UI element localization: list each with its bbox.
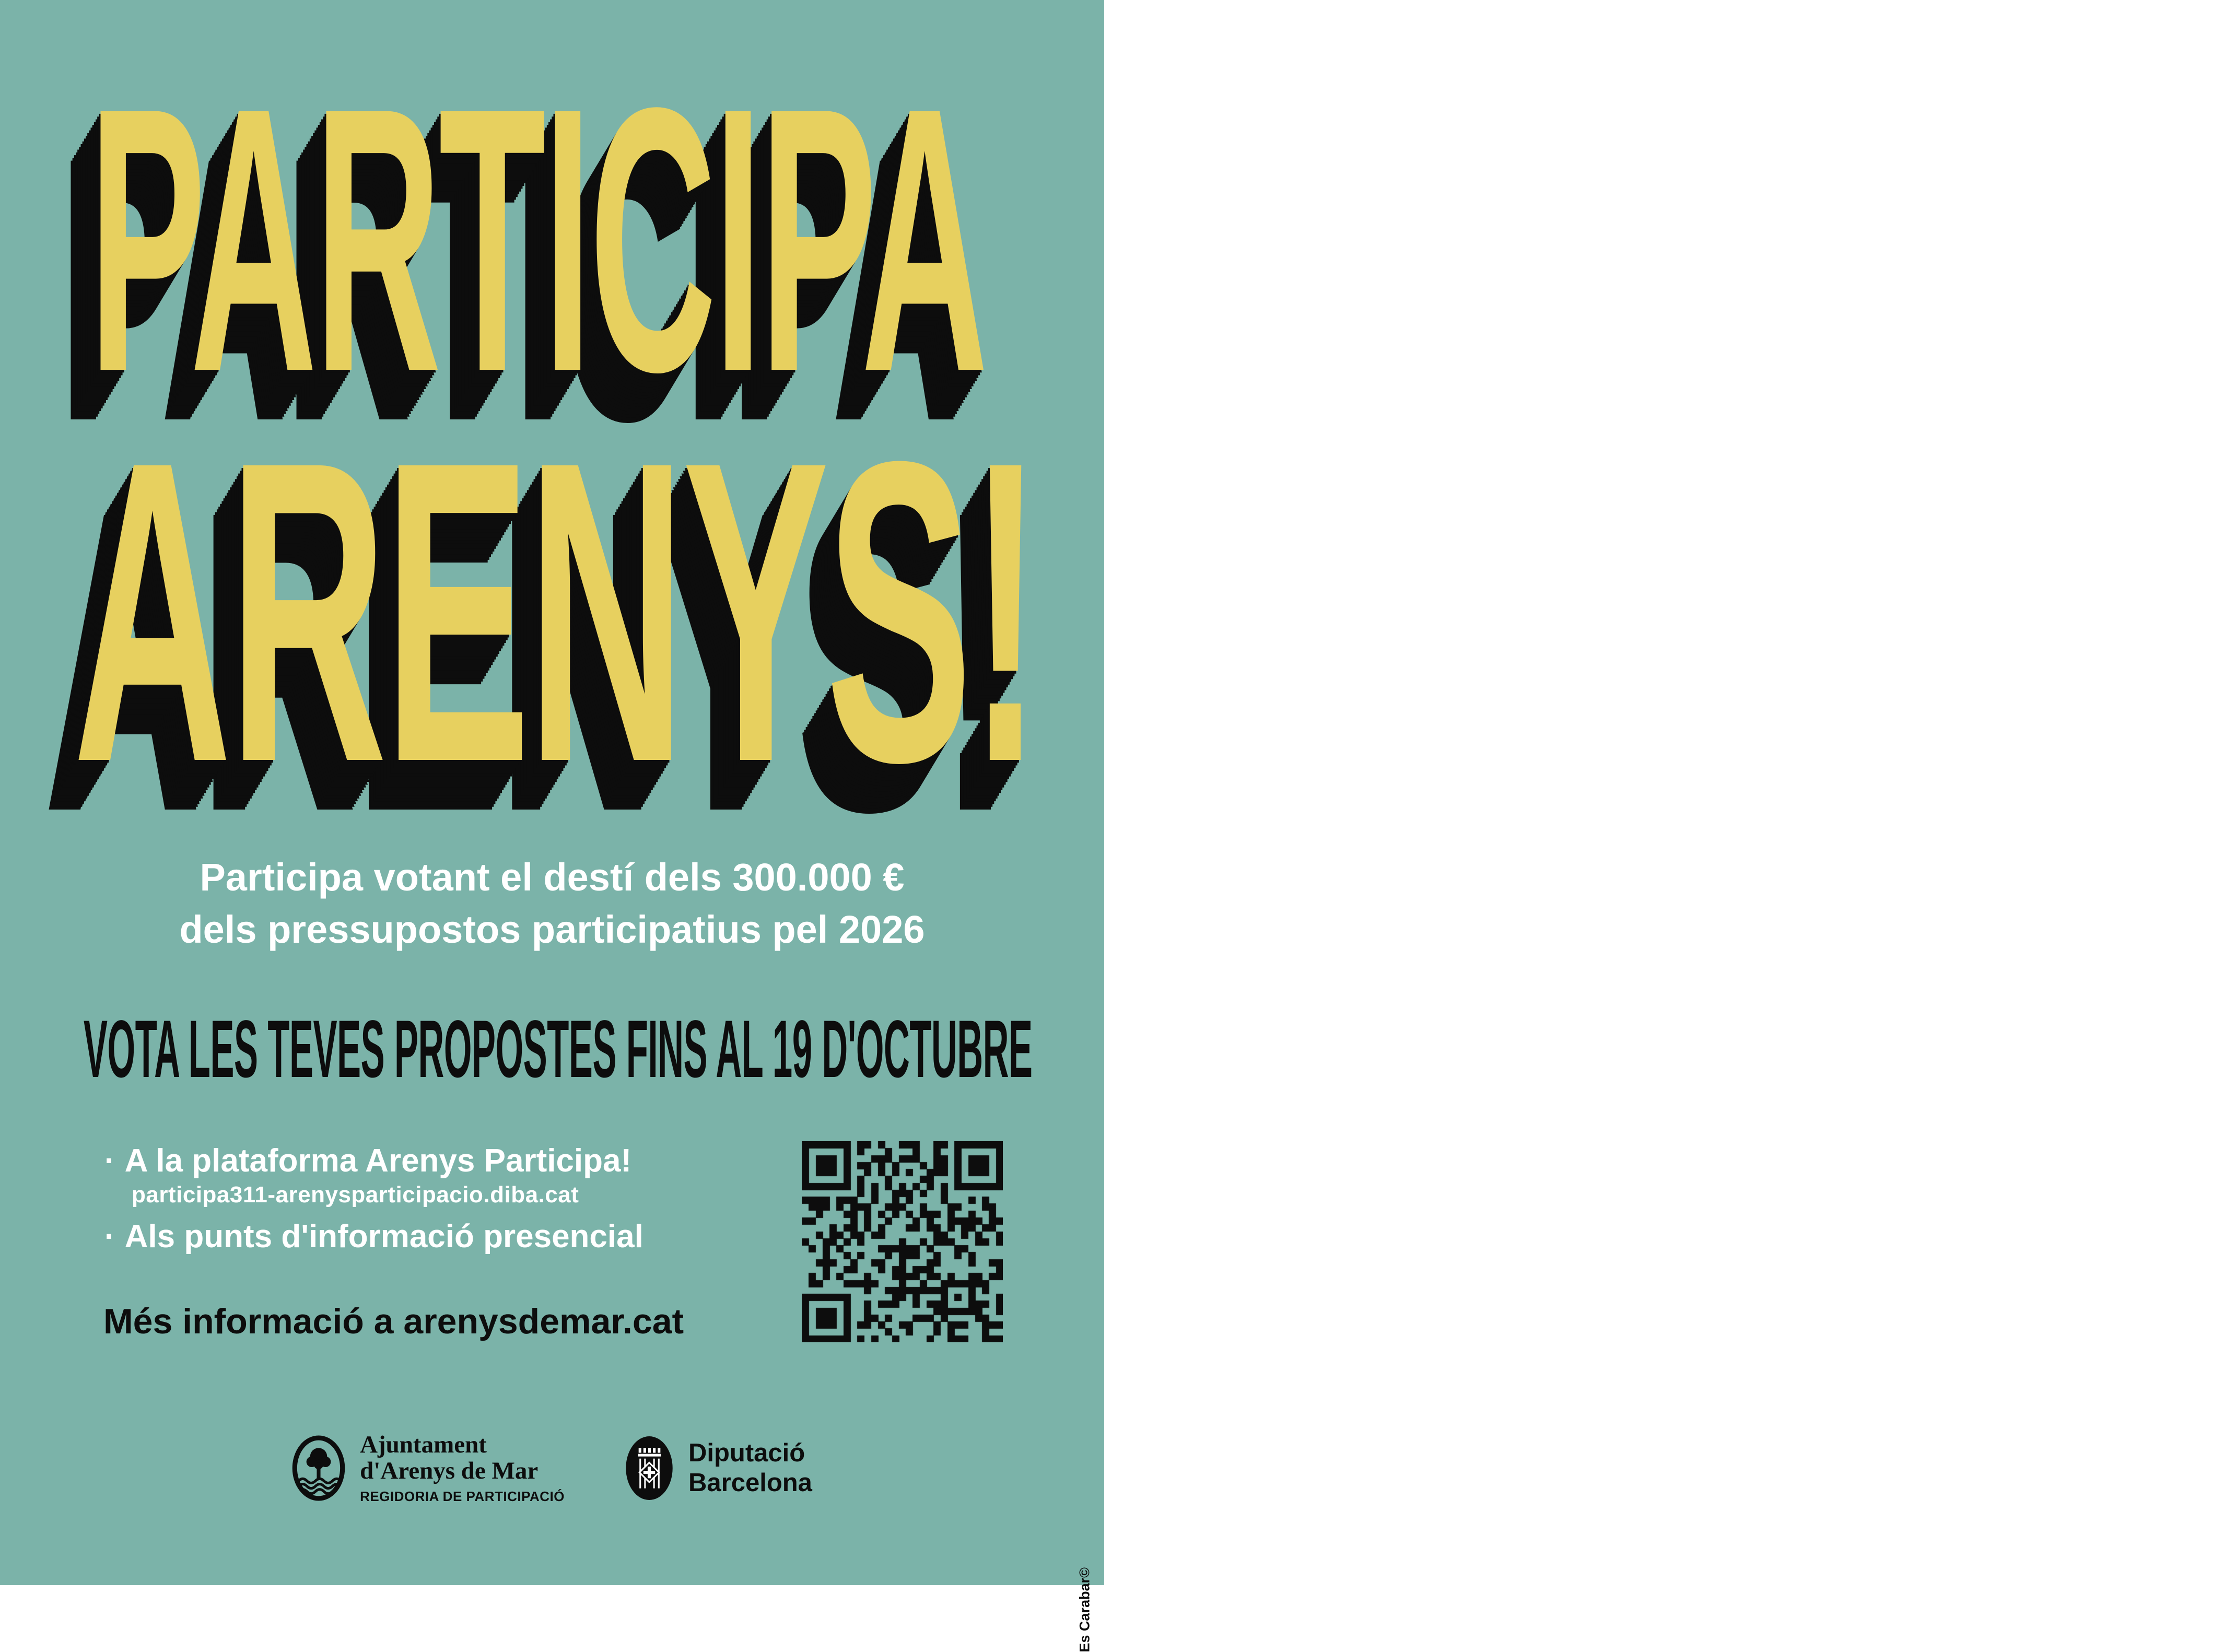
bullet-presential-label: Als punts d'informació presencial xyxy=(124,1219,643,1255)
bullet-marker: · xyxy=(104,1219,115,1255)
diputacio-barcelona-crest-icon xyxy=(625,1435,674,1501)
footer-logos xyxy=(0,1432,1104,1505)
ajuntament-name-line1: Ajuntament xyxy=(360,1431,487,1458)
diputacio-brand xyxy=(625,1435,812,1501)
bullet-item-platform xyxy=(104,1143,631,1179)
headline-line-2 xyxy=(73,372,1956,851)
diputacio-text xyxy=(688,1438,812,1498)
ajuntament-department: REGIDORIA DE PARTICIPACIÓ xyxy=(360,1488,565,1504)
qr-code-icon xyxy=(802,1141,1003,1342)
poster-background xyxy=(0,0,1104,1652)
deadline-banner-text: VOTA LES TEVES PROPOSTES FINS AL 19 D'OCTUBRE xyxy=(84,1004,1033,1095)
ajuntament-name-line2: d'Arenys de Mar xyxy=(360,1457,539,1484)
bullet-platform-label: A la plataforma Arenys Participa! xyxy=(124,1143,632,1179)
diputacio-name-line2: Barcelona xyxy=(688,1469,812,1497)
deadline-banner xyxy=(84,1004,2235,1095)
headline-line-1 xyxy=(89,29,2009,450)
ajuntament-text xyxy=(360,1432,565,1505)
subtitle xyxy=(0,851,1104,956)
subtitle-line-1: Participa votant el destí dels 300.000 € xyxy=(200,856,905,899)
ajuntament-brand xyxy=(292,1432,565,1505)
designer-credit: Es Carabar© xyxy=(1076,1567,1092,1652)
platform-url: participa311-arenysparticipacio.diba.cat xyxy=(132,1182,579,1208)
bullet-item-presential xyxy=(104,1219,643,1255)
subtitle-line-2: dels pressupostos participatius pel 2026 xyxy=(179,908,925,951)
headline-line-2-text: ARENYS! xyxy=(73,372,1039,851)
ajuntament-arenys-crest-icon xyxy=(292,1435,345,1501)
headline-line-1-text: PARTICIPA xyxy=(89,29,986,450)
more-info-line: Més informació a arenysdemar.cat xyxy=(103,1302,684,1341)
bullet-marker: · xyxy=(104,1143,115,1179)
diputacio-name-line1: Diputació xyxy=(688,1439,805,1468)
